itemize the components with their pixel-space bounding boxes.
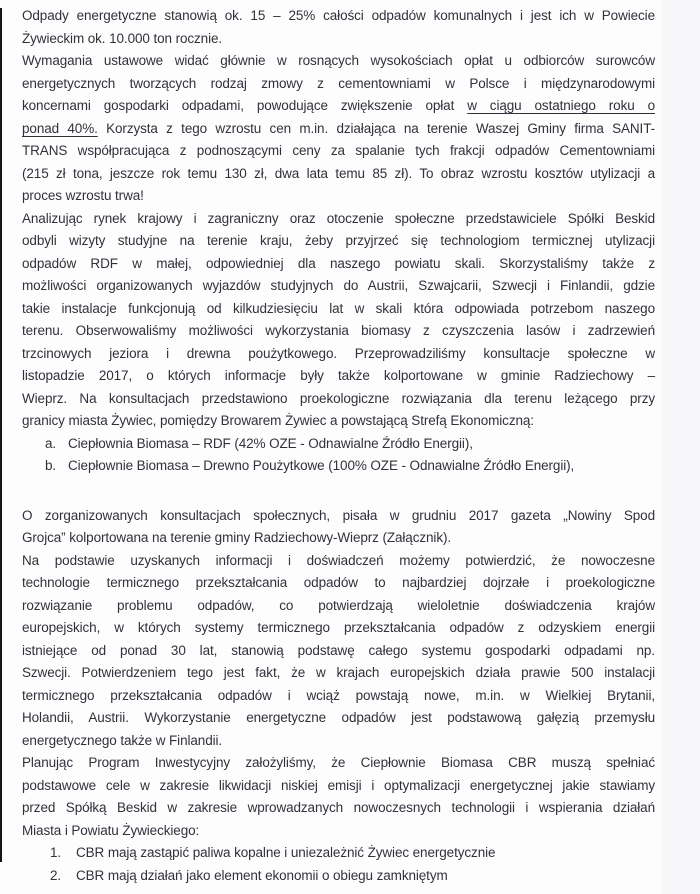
text-segment: listopadzie 2017, o których informacje były także kolportowane w gminie Radziechowy – <box>22 368 655 383</box>
text-line <box>22 275 655 298</box>
text-segment: Holandii, Austrii. Wykorzystanie energetyczne odpadów jest podstawową gałęzią przemysłu <box>22 710 655 725</box>
text-segment: europejskich, w których systemy termicznego przekształcania odpadów z odzyskiem energii <box>22 620 655 635</box>
text-segment: Miasta i Powiatu Żywieckiego: <box>22 822 200 838</box>
list-item <box>22 842 655 865</box>
list-item-text: CBR mają działań jako element ekonomii o obiegu zamkniętym <box>76 867 448 883</box>
underlined-text: w ciągu ostatniego roku o <box>467 98 655 113</box>
text-line <box>22 298 655 321</box>
text-line <box>22 617 655 640</box>
text-segment: Korzysta z tego wzrostu cen m.in. działająca na terenie Waszej Gminy firma SANIT- <box>97 120 656 136</box>
text-line <box>22 140 655 163</box>
text-line <box>22 572 655 595</box>
text-segment: trzcinowych jeziora i drewna poużytkowego. Przeprowadziliśmy konsultacje społeczne w <box>22 345 655 361</box>
text-segment: Wieprz. Na konsultacjach przedstawiono proekologiczne rozwiązania dla terenu leżącego przy <box>22 390 655 406</box>
paragraph <box>22 752 655 842</box>
text-segment: Na podstawie uzyskanych informacji i doświadczeń możemy potwierdzić, że nowoczesne <box>22 552 655 568</box>
list-item-text: CBR mają zastąpić paliwa kopalne i uniezależnić Żywiec energetycznie <box>76 845 496 860</box>
text-line <box>22 730 655 753</box>
text-line <box>22 505 655 528</box>
text-segment: terenu. Obserwowaliśmy możliwości wykorzystania biomasy z czyszczenia lasów i zadrzewień <box>22 323 655 338</box>
text-line <box>22 50 655 73</box>
list-item <box>22 433 655 456</box>
text-segment: Wymagania ustawowe widać głównie w rosnących wysokościach opłat u odbiorców surowców <box>22 53 655 68</box>
list-item <box>22 865 655 888</box>
text-segment: rozwiązanie problemu odpadów, co potwierdzają wieloletnie doświadczenia krajów <box>22 597 655 613</box>
paragraph <box>22 550 655 753</box>
text-segment: istniejące od ponad 30 lat, stanowią podstawę całego systemu gospodarki odpadami np. <box>22 642 655 658</box>
letter-list <box>22 433 655 478</box>
text-segment: podstawowe cele w zakresie likwidacji niskiej emisji i optymalizacji energetycznej jakie stawiamy <box>22 777 655 793</box>
text-line <box>22 163 655 186</box>
text-line <box>22 73 655 96</box>
text-segment: energetycznych tworzących rodzaj zmowy z cementowniami w Polsce i międzynarodowymi <box>22 75 655 91</box>
text-line <box>22 685 655 708</box>
paragraph <box>22 5 655 50</box>
text-line <box>22 28 655 51</box>
text-segment: O zorganizowanych konsultacjach społecznych, pisała w grudniu 2017 gazeta „Nowiny Spod <box>22 507 655 523</box>
text-segment: Grojca” kolportowana na terenie gminy Radziechowy-Wieprz (Załącznik). <box>22 530 452 545</box>
text-segment: (215 zł tona, jeszcze rok temu 130 zł, dwa lata temu 85 zł). To obraz wzrostu kosztów utylizacji a <box>22 165 655 181</box>
text-line <box>22 320 655 343</box>
list-item-text: Ciepłownie Biomasa – Drewno Poużytkowe (100% OZE - Odnawialne Źródło Energii), <box>68 458 575 473</box>
list-item-text: Ciepłownia Biomasa – RDF (42% OZE - Odnawialne Źródło Energii), <box>68 435 473 451</box>
paragraph <box>22 505 655 550</box>
text-segment: Planując Program Inwestycyjny założyliśmy, że Ciepłownie Biomasa CBR muszą spełniać <box>22 755 655 770</box>
text-segment: energetycznego także w Finlandii. <box>22 732 223 748</box>
numbered-list <box>22 842 655 887</box>
text-segment: przed Spółką Beskid w zakresie wprowadzanych nowoczesnych technologii i wspierania działań <box>22 800 655 815</box>
text-line <box>22 95 655 118</box>
text-line <box>22 797 655 820</box>
text-segment: Odpady energetyczne stanowią ok. 15 – 25% całości odpadów komunalnych i jest ich w Powiecie <box>22 8 655 23</box>
text-segment: możliwości organizowanych wyjazdów studyjnych do Austrii, Szwajcarii, Szwecji i Finlandii, gdzie <box>22 278 655 293</box>
text-line <box>22 527 655 550</box>
text-line <box>22 253 655 276</box>
text-line <box>22 5 655 28</box>
paragraph <box>22 208 655 433</box>
text-line <box>22 640 655 663</box>
text-line <box>22 752 655 775</box>
list-marker: b. <box>45 458 57 473</box>
list-marker: 2. <box>50 867 62 883</box>
text-segment: termicznego przekształcania odpadów i wciąż powstają nowe, m.in. w Wielkiej Brytanii, <box>22 687 655 703</box>
text-line <box>22 365 655 388</box>
list-marker: a. <box>45 435 57 451</box>
text-segment: Żywieckim ok. 10.000 ton rocznie. <box>22 30 223 46</box>
text-line <box>22 775 655 798</box>
text-line <box>22 595 655 618</box>
scan-left-edge-artifact <box>0 8 2 862</box>
text-segment: granicy miasta Żywiec, pomiędzy Browarem Żywiec a powstającą Strefą Ekonomiczną: <box>22 413 534 428</box>
text-line <box>22 410 655 433</box>
text-segment: koncernami gospodarki odpadami, powodujące zwiększenie opłat <box>22 98 468 113</box>
scan-right-shading <box>662 0 700 894</box>
underlined-text: ponad 40%. <box>22 120 98 136</box>
text-line <box>22 208 655 231</box>
paragraph <box>22 50 655 208</box>
text-segment: odbyli wizyty studyjne na terenie kraju, żeby przyjrzeć się technologiom termicznej utylizacji <box>22 233 655 248</box>
text-line <box>22 185 655 208</box>
list-item <box>22 455 655 478</box>
text-line <box>22 707 655 730</box>
text-segment: Szwecji. Potwierdzeniem tego jest fakt, że w krajach europejskich działa prawie 500 instalacji <box>22 665 655 680</box>
text-segment: Analizując rynek krajowy i zagraniczny oraz otoczenie społeczne przedstawiciele Spółki Beskid <box>22 210 655 226</box>
text-line <box>22 343 655 366</box>
text-line <box>22 118 655 141</box>
paragraph-spacer <box>22 478 655 505</box>
list-marker: 1. <box>50 845 62 860</box>
text-segment: takie instalacje funkcjonują od kilkudziesięciu lat w skali która odpowiada potrzebom naszego <box>22 300 655 316</box>
text-line <box>22 662 655 685</box>
text-segment: proces wzrostu trwa! <box>22 188 144 203</box>
text-segment: technologie termicznego przekształcania odpadów to najbardziej dojrzałe i proekologiczne <box>22 575 655 590</box>
text-line <box>22 388 655 411</box>
text-segment: TRANS współpracująca z podnoszącymi ceny za spalanie tych frakcji odpadów Cementowniami <box>22 143 655 158</box>
document-content <box>22 5 655 887</box>
text-line <box>22 230 655 253</box>
text-segment: odpadów RDF w małej, odpowiedniej dla naszego powiatu skali. Skorzystaliśmy także z <box>22 255 655 271</box>
text-line <box>22 550 655 573</box>
text-line <box>22 820 655 843</box>
